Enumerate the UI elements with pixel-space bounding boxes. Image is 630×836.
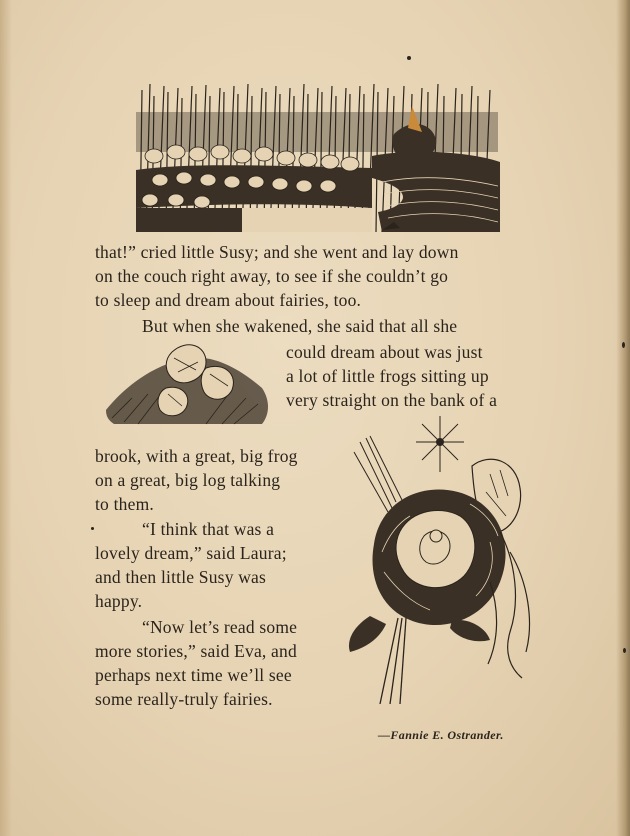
text-line: “I think that was a	[142, 519, 275, 539]
text-line: happy.	[95, 591, 143, 611]
text-line: brook, with a great, big frog	[95, 446, 298, 466]
text-line: more stories,” said Eva, and	[95, 641, 297, 661]
page-edge-right	[616, 0, 630, 836]
text-line: that!” cried little Susy; and she went and lay down	[95, 242, 459, 262]
text-line: on a great, big log talking	[95, 470, 281, 490]
text-line: on the couch right away, to see if she couldn’t go	[95, 266, 449, 286]
text-line: could dream about was just	[286, 342, 483, 362]
ink-speck	[407, 56, 411, 60]
morning-glory-illustration	[102, 338, 272, 430]
text-line: some really-truly fairies.	[95, 689, 273, 709]
text-line: to them.	[95, 494, 154, 514]
fairy-rose-illustration	[340, 412, 540, 712]
page-edge-left	[0, 0, 12, 836]
ink-speck	[623, 648, 626, 653]
frogs-illustration	[132, 82, 502, 234]
text-line: “Now let’s read some	[142, 617, 298, 637]
text-line: lovely dream,” said Laura;	[95, 543, 287, 563]
author-signature: —Fannie E. Ostrander.	[378, 728, 504, 742]
text-line: and then little Susy was	[95, 567, 267, 587]
text-line: perhaps next time we’ll see	[95, 665, 292, 685]
text-line: But when she wakened, she said that all she	[142, 316, 458, 336]
text-line: to sleep and dream about fairies, too.	[95, 290, 362, 310]
text-line: very straight on the bank of a	[286, 390, 498, 410]
ink-speck	[622, 342, 625, 348]
text-line: a lot of little frogs sitting up	[286, 366, 489, 386]
ink-speck	[91, 527, 94, 530]
